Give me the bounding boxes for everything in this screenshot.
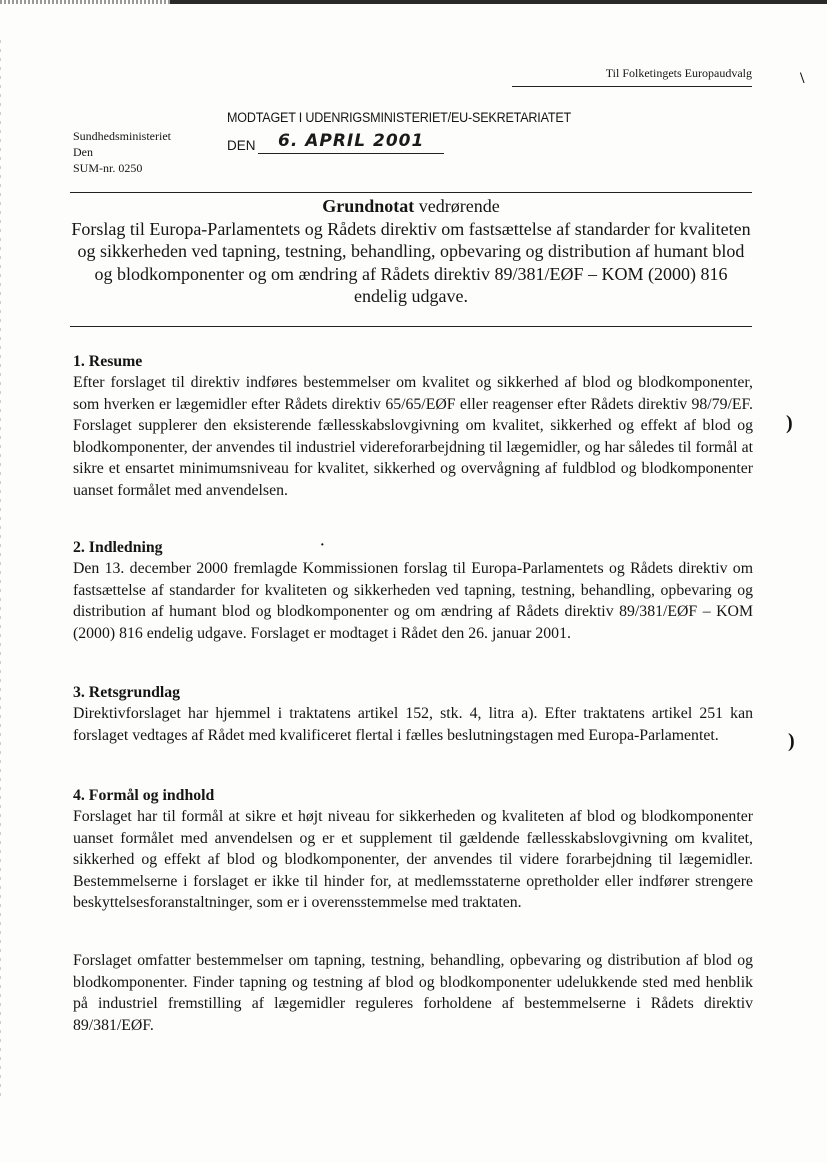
section-resume — [73, 352, 753, 501]
received-stamp-title: MODTAGET I UDENRIGSMINISTERIET/EU-SEKRETARIATET — [227, 110, 571, 125]
sender-den: Den — [73, 145, 93, 159]
hole-punch-mark: ) — [788, 730, 795, 752]
received-stamp-den-label: DEN — [227, 138, 256, 153]
scan-mark: · — [320, 538, 325, 553]
section-text: Den 13. december 2000 fremlagde Kommissionen forslag til Europa-Parlamentets og Rådets direktiv om fastsættelse af standarder for kvaliteten og sikkerheden ved tapning, testning, behandling, opbevaring og distribution af humant blod og blodkomponenter og om ændring af Rådets direktiv 89/381/EØF – KOM (2000) 816 endelig udgave. Forslaget er modtaget i Rådet den 26. januar 2001. — [73, 560, 753, 642]
section-heading: 3. Retsgrundlag — [73, 684, 181, 701]
sender-block — [73, 128, 171, 176]
title-rule-top — [70, 192, 752, 193]
received-stamp-date: 6. APRIL 2001 — [278, 131, 425, 151]
sender-ministry: Sundhedsministeriet — [73, 129, 171, 143]
scan-mark: \ — [800, 70, 805, 87]
hole-punch-mark: ) — [786, 412, 793, 434]
section-heading: 4. Formål og indhold — [73, 787, 215, 804]
title-rest: vedrørende — [414, 196, 500, 216]
section-indledning — [73, 538, 753, 644]
document-title — [70, 195, 752, 308]
title-bold: Grundnotat — [322, 196, 415, 216]
scan-edge-fade — [0, 0, 170, 4]
section-text-continued: Forslaget omfatter bestemmelser om tapning, testning, behandling, opbevaring og distribution af blod og blodkomponenter. Finder tapning og testning af blod og blodkomponenter udelukkende sted med henblik på industriel fremstilling af lægemidler reguleres forholdene af bestemmelserne i Rådets direktiv 89/381/EØF. — [73, 952, 753, 1034]
section-formaal-og-indhold — [73, 786, 753, 914]
sender-sum-number: SUM-nr. 0250 — [73, 161, 143, 175]
section-text: Efter forslaget til direktiv indføres bestemmelser om kvalitet og sikkerhed af blod og blodkomponenter, som hverken er lægemidler efter Rådets direktiv 65/65/EØF eller reagenser efter Rådets direktiv 98/79/EF. Forslaget supplerer den eksisterende fællesskabslovgivning om kvalitet, sikkerhed og effekt af blod og blodkomponenter, der anvendes til industriel videreforarbejdning til lægemidler, og har således til formål at sikre et ensartet minimumsniveau for kvalitet, sikkerhed og overvågning af fuldblod og blodkomponenter uanset formålet med anvendelsen. — [73, 374, 753, 499]
section-retsgrundlag — [73, 683, 753, 746]
section-text: Direktivforslaget har hjemmel i traktatens artikel 152, stk. 4, litra a). Efter traktatens artikel 251 kan forslaget vedtages af Rådet med kvalificeret flertal i fælles beslutningstagen med Europa-Parlamentet. — [73, 705, 753, 744]
section-heading: 1. Resume — [73, 353, 143, 370]
section-text: Forslaget har til formål at sikre et højt niveau for sikkerheden og kvaliteten af blod og blodkomponenter uanset formålet med anvendelsen og er et supplement til gældende fællesskabslovgivning om kvalitet, sikkerhed og effekt af blod og blodkomponenter, der anvendes til videre forarbejdning til lægemidler. Bestemmelserne i forslaget er ikke til hinder for, at medlemsstaterne opretholder eller indfører strengere beskyttelsesforanstaltninger, som er i overensstemmelse med traktaten. — [73, 808, 753, 911]
scan-edge-left — [0, 40, 1, 1100]
section-heading: 2. Indledning — [73, 539, 163, 556]
title-rule-bottom — [70, 326, 752, 327]
title-subject: Forslag til Europa-Parlamentets og Rådets direktiv om fastsættelse af standarder for kvaliteten og sikkerheden ved tapning, testning, behandling, opbevaring og distribution af humant blod og blodkomponenter og om ændring af Rådets direktiv 89/381/EØF – KOM (2000) 816 endelig udgave. — [71, 218, 751, 306]
recipient-line: Til Folketingets Europaudvalg — [605, 66, 752, 80]
received-stamp-line — [258, 153, 444, 154]
recipient-rule — [512, 86, 752, 87]
